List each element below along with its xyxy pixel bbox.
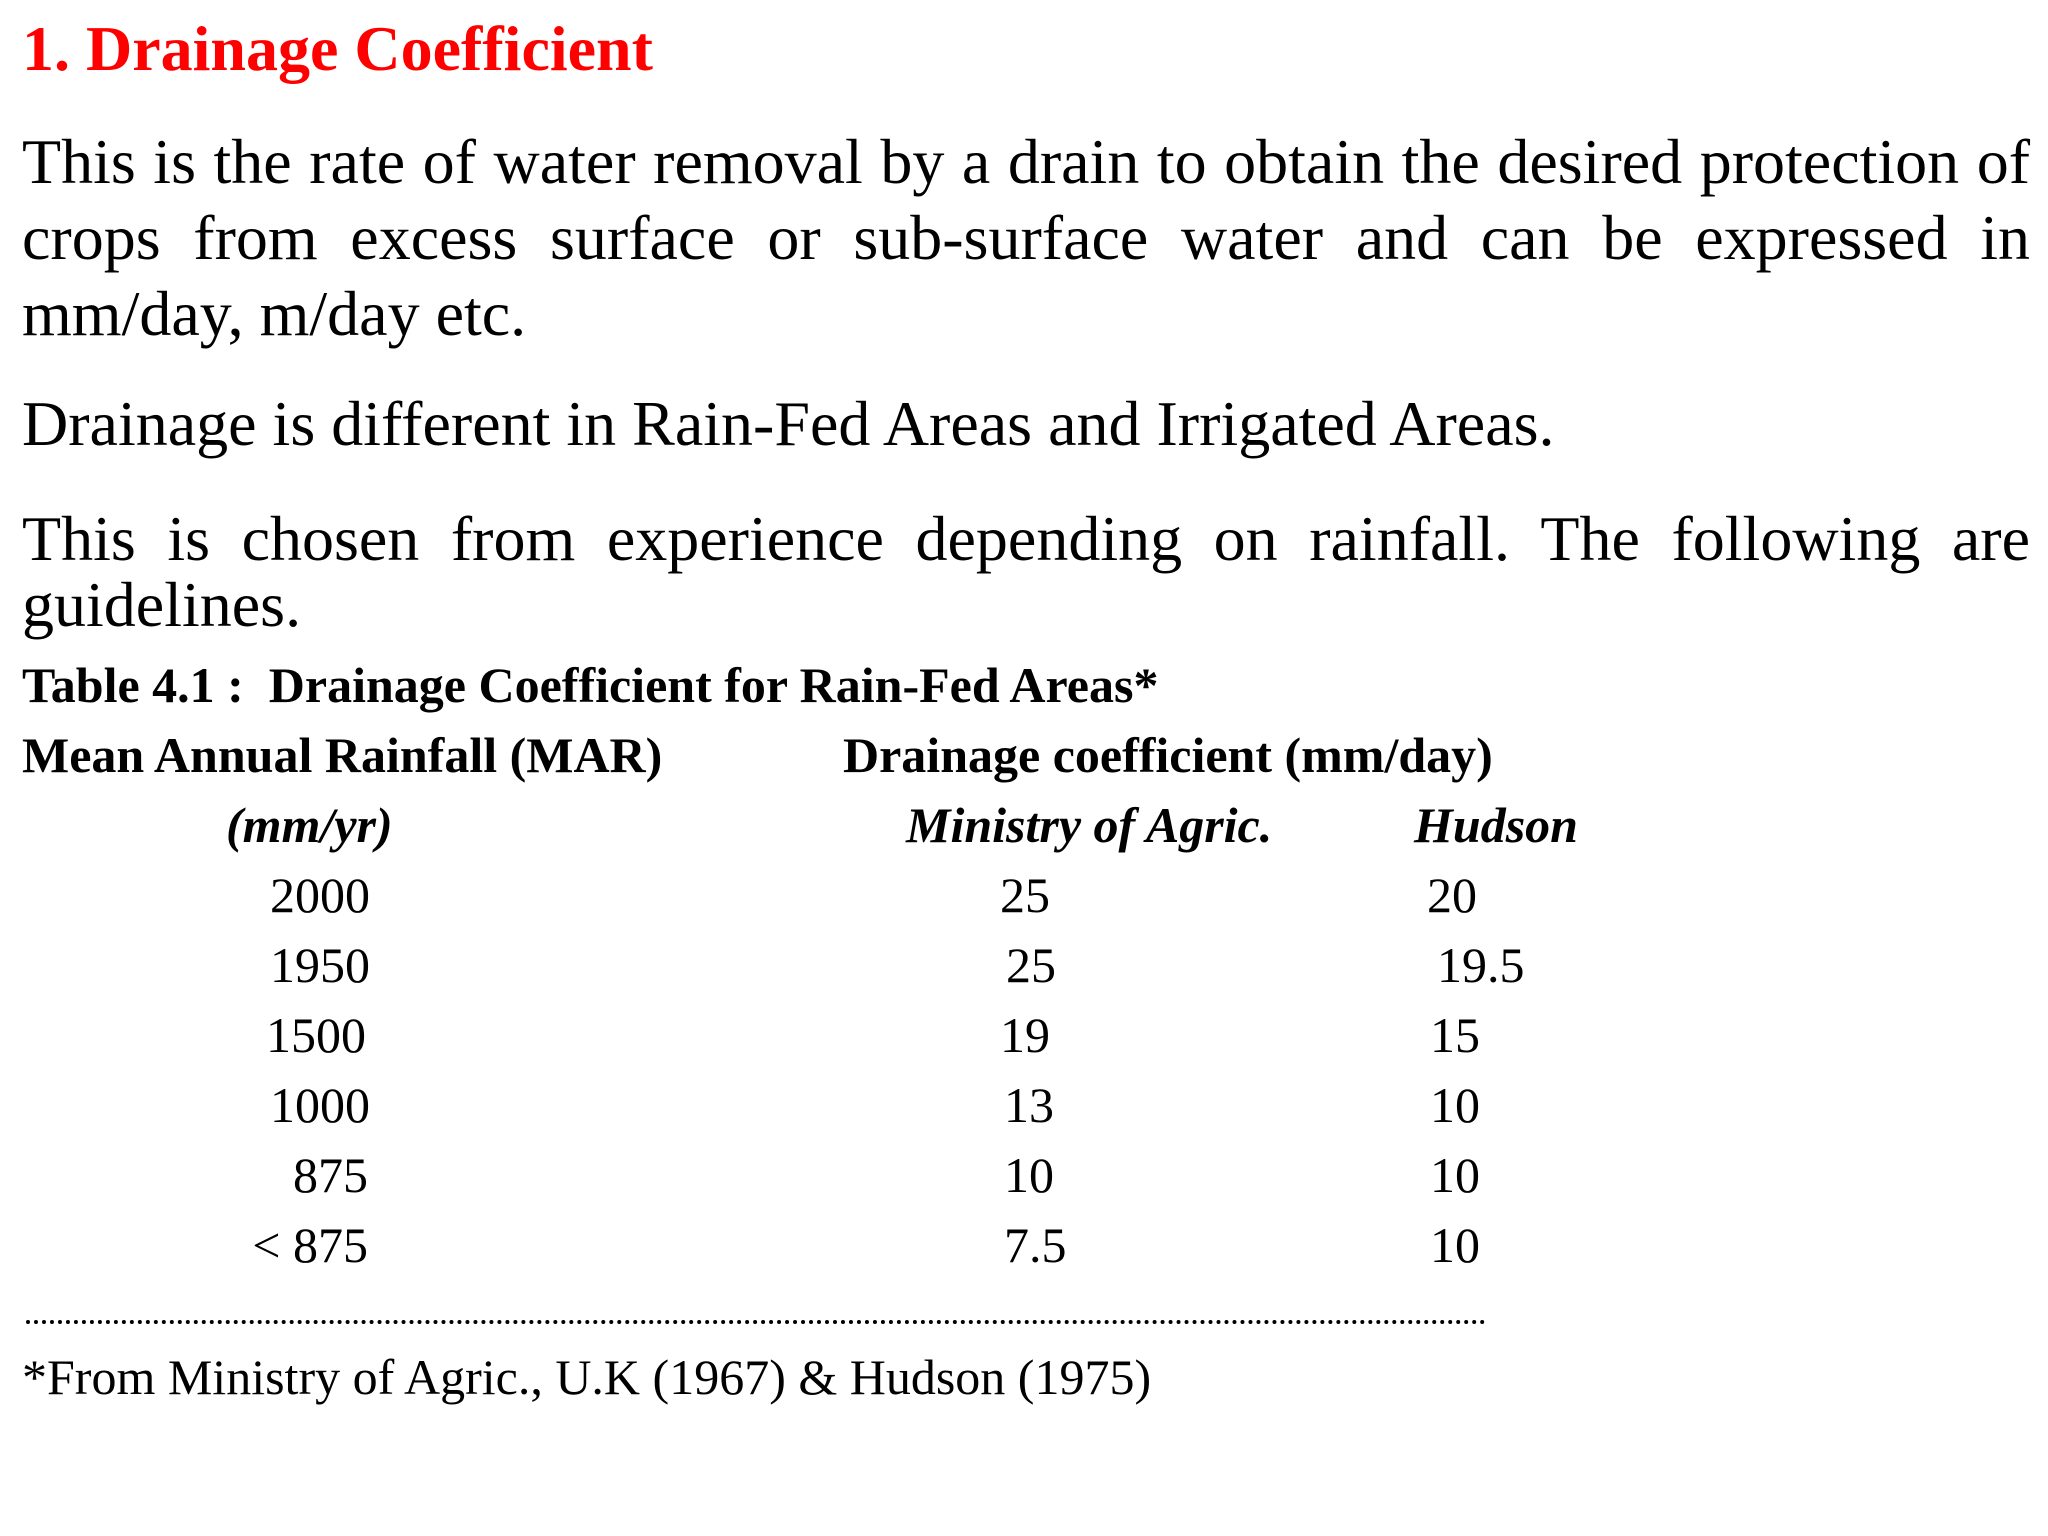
cell-hudson: 20 (1427, 867, 1477, 923)
cell-ministry: 25 (1000, 867, 1050, 923)
column-subheader-ministry: Ministry of Agric. (906, 797, 1273, 853)
cell-mar: < 875 (252, 1217, 368, 1273)
paragraph-definition: This is the rate of water removal by a drain to obtain the desired protection of crops from excess surface or sub-surface water and can be expressed in mm/day, m/day etc. (22, 126, 2030, 349)
cell-hudson: 10 (1430, 1147, 1480, 1203)
cell-mar: 1000 (270, 1077, 370, 1133)
dotted-divider (26, 1320, 1486, 1324)
cell-mar: 875 (293, 1147, 368, 1203)
cell-ministry: 19 (1000, 1007, 1050, 1063)
cell-hudson: 15 (1430, 1007, 1480, 1063)
cell-ministry: 7.5 (1004, 1217, 1067, 1273)
paragraph-guidelines: This is chosen from experience depending on rainfall. The following are guidelines. (22, 503, 2030, 640)
cell-ministry: 10 (1004, 1147, 1054, 1203)
cell-mar: 1500 (266, 1007, 366, 1063)
cell-hudson: 10 (1430, 1217, 1480, 1273)
paragraph-areas: Drainage is different in Rain-Fed Areas and Irrigated Areas. (22, 388, 1555, 459)
cell-hudson: 19.5 (1437, 937, 1525, 993)
column-subheader-units: (mm/yr) (226, 797, 393, 853)
cell-mar: 2000 (270, 867, 370, 923)
cell-ministry: 25 (1006, 937, 1056, 993)
column-subheader-hudson: Hudson (1414, 797, 1578, 853)
cell-mar: 1950 (270, 937, 370, 993)
table-footnote: *From Ministry of Agric., U.K (1967) & Hudson (1975) (22, 1349, 1152, 1405)
column-header-mar: Mean Annual Rainfall (MAR) (22, 727, 663, 783)
cell-ministry: 13 (1004, 1077, 1054, 1133)
table-caption: Table 4.1 : Drainage Coefficient for Rain-Fed Areas* (22, 657, 1159, 713)
cell-hudson: 10 (1430, 1077, 1480, 1133)
column-header-drainage-coefficient: Drainage coefficient (mm/day) (843, 727, 1493, 783)
section-heading: 1. Drainage Coefficient (22, 13, 653, 84)
